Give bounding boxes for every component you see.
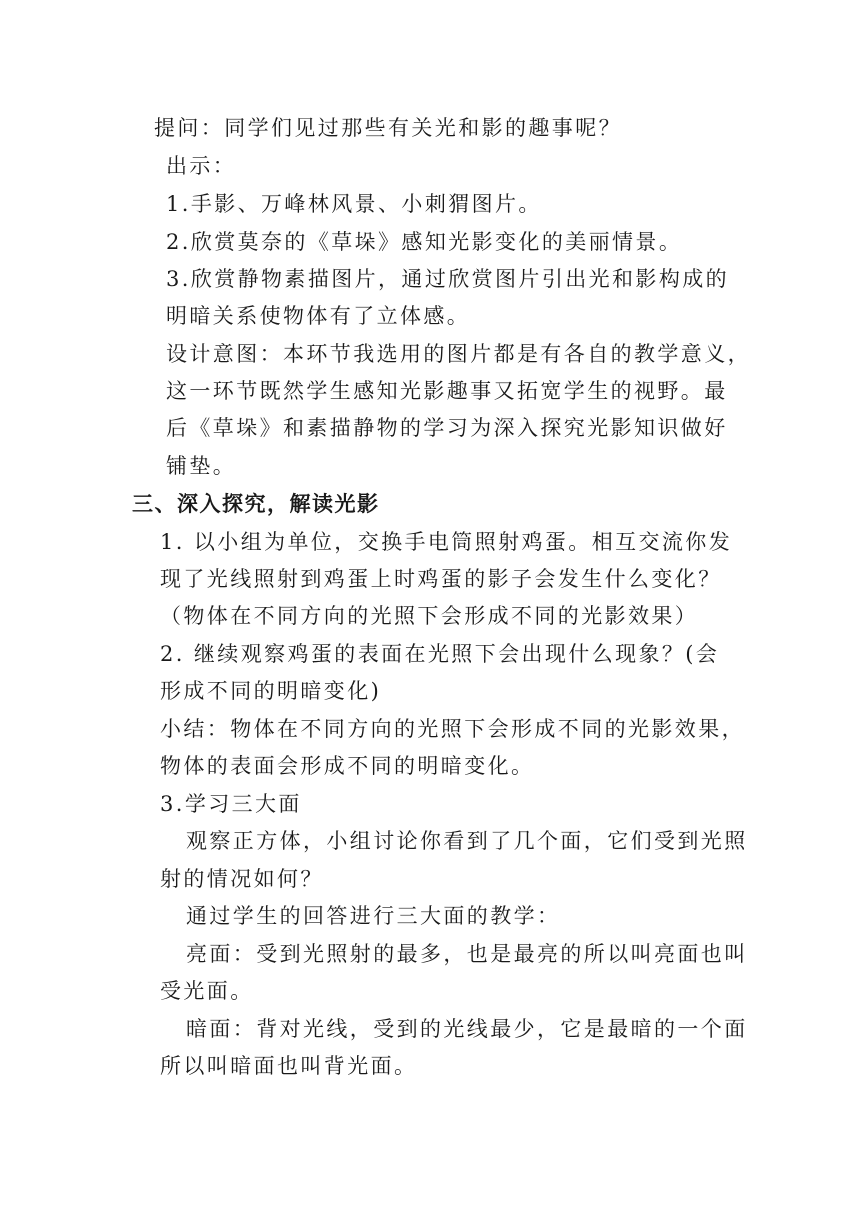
show-label: 出示： bbox=[166, 154, 237, 178]
show-item-3: 3.欣赏静物素描图片，通过欣赏图片引出光和影构成的 bbox=[166, 267, 730, 291]
step-2-line-1: 2. 继续观察鸡蛋的表面在光照下会出现什么现象？(会 bbox=[160, 642, 720, 666]
dark-face-line-1: 暗面：背对光线，受到的光线最少，它是最暗的一个面 bbox=[186, 1017, 748, 1041]
step-3-line-3: 通过学生的回答进行三大面的教学： bbox=[186, 904, 561, 928]
design-intent-line-1: 设计意图：本环节我选用的图片都是有各自的教学意义， bbox=[166, 342, 751, 366]
step-1-line-3: （物体在不同方向的光照下会形成不同的光影效果） bbox=[160, 604, 699, 628]
bright-face-line-2: 受光面。 bbox=[160, 979, 254, 1003]
step-3-line-1: 观察正方体，小组讨论你看到了几个面，它们受到光照 bbox=[186, 829, 748, 853]
bright-face-line-1: 亮面：受到光照射的最多，也是最亮的所以叫亮面也叫 bbox=[186, 942, 748, 966]
show-item-3-cont: 明暗关系使物体有了立体感。 bbox=[166, 304, 471, 328]
dark-face-line-2: 所以叫暗面也叫背光面。 bbox=[160, 1054, 418, 1078]
design-intent-line-4: 铺垫。 bbox=[166, 454, 237, 478]
design-intent-line-3: 后《草垛》和素描静物的学习为深入探究光影知识做好 bbox=[166, 416, 728, 440]
step-3-title: 3.学习三大面 bbox=[160, 792, 302, 816]
show-item-2: 2.欣赏莫奈的《草垛》感知光影变化的美丽情景。 bbox=[166, 230, 683, 254]
question-line: 提问：同学们见过那些有关光和影的趣事呢？ bbox=[154, 116, 622, 140]
section-heading: 三、深入探究，解读光影 bbox=[132, 492, 380, 516]
step-2-line-2: 形成不同的明暗变化) bbox=[160, 679, 382, 703]
design-intent-line-2: 这一环节既然学生感知光影趣事又拓宽学生的视野。最 bbox=[166, 379, 728, 403]
show-item-1: 1.手影、万峰林风景、小刺猬图片。 bbox=[166, 192, 542, 216]
step-1-line-2: 现了光线照射到鸡蛋上时鸡蛋的影子会发生什么变化？ bbox=[160, 567, 722, 591]
summary-line-2: 物体的表面会形成不同的明暗变化。 bbox=[160, 754, 535, 778]
step-1-line-1: 1. 以小组为单位，交换手电筒照射鸡蛋。相互交流你发 bbox=[160, 530, 733, 554]
step-3-line-2: 射的情况如何？ bbox=[160, 867, 324, 891]
summary-line-1: 小结：物体在不同方向的光照下会形成不同的光影效果， bbox=[160, 717, 745, 741]
